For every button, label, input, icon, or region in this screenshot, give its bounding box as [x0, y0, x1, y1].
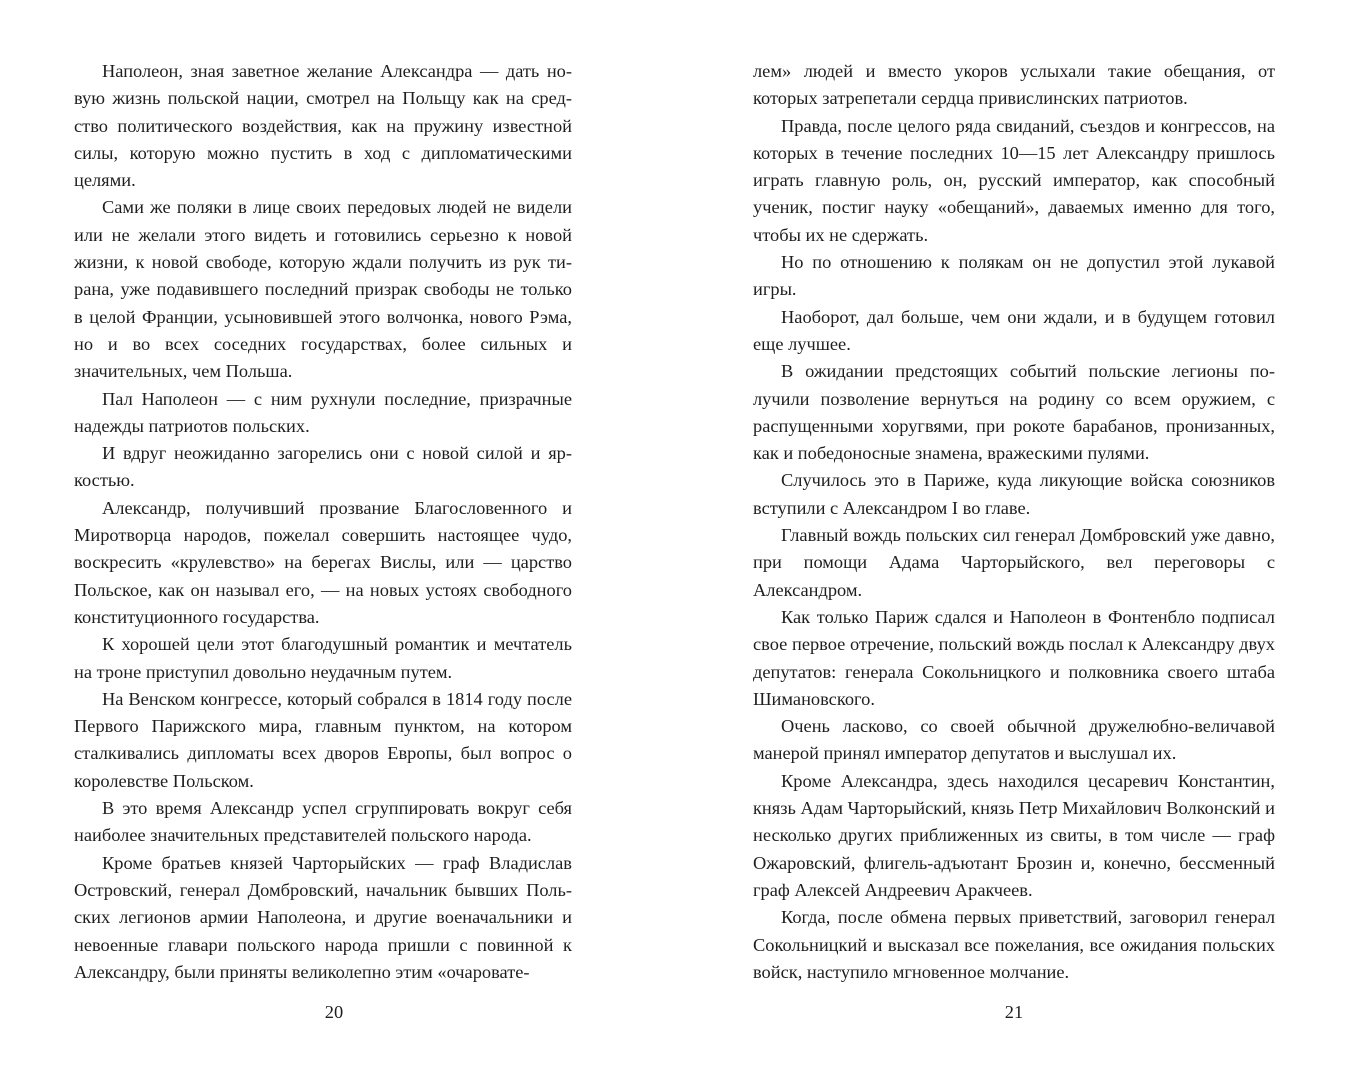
paragraph: Когда, после обмена первых приветствий, заговорил генерал Сокольницкий и высказал все пожелания, все ожидания польских войск, наступило мгновенное молчание.	[753, 907, 1275, 982]
paragraph: На Венском конгрессе, который собрался в 1814 году после Первого Парижского мира, главным пунктом, на котором сталкивались дипломаты всех дворов Европы, был вопрос о королевстве Польском.	[74, 688, 572, 791]
paragraph: Очень ласково, со своей обычной дружелюбно-величавой манерой принял император депутатов и выслушал их.	[753, 716, 1275, 764]
paragraph: лем» людей и вместо укоров услыхали такие обещания, от которых затрепетали сердца привислинских патриотов.	[753, 61, 1275, 109]
left-page	[74, 58, 572, 986]
paragraph: И вдруг неожиданно загорелись они с новой силой и яркостью.	[74, 443, 572, 491]
paragraph: В ожидании предстоящих событий польские легионы получили позволение вернуться на родину со всем оружием, с распущенными хоругвями, при рокоте барабанов, пронизанных, как и победоносные знамена, вражескими пулями.	[753, 361, 1275, 464]
right-page	[753, 58, 1275, 986]
paragraph: Пал Наполеон — с ним рухнули последние, призрачные надежды патриотов польских.	[74, 388, 572, 436]
page-number-right: 21	[1004, 1002, 1024, 1022]
paragraph: Случилось это в Париже, куда ликующие войска союзников вступили с Александром I во главе.	[753, 470, 1275, 518]
paragraph: Но по отношению к полякам он не допустил этой лукавой игры.	[753, 252, 1275, 300]
paragraph: Наоборот, дал больше, чем они ждали, и в будущем готовил еще лучшее.	[753, 306, 1275, 354]
paragraph: Наполеон, зная заветное желание Александра — дать новую жизнь польской нации, смотрел на Польщу как на средство политического воздействия, как на пружину известной силы, которую можно пустить в ход с дипломатическими целями.	[74, 61, 572, 191]
paragraph: Правда, после целого ряда свиданий, съездов и конгрессов, на которых в течение последних 10—15 лет Александру пришлось играть главную роль, он, русский император, как способный ученик, постиг науку «обещаний», даваемых именно для того, чтобы их не сдержать.	[753, 115, 1275, 245]
page-number-left: 20	[324, 1002, 344, 1022]
paragraph: Главный вождь польских сил генерал Домбровский уже давно, при помощи Адама Чарторыйского, вел переговоры с Александром.	[753, 525, 1275, 600]
paragraph: Сами же поляки в лице своих передовых людей не видели или не желали этого видеть и готовились серьезно к новой жизни, к новой свободе, которую ждали получить из рук тирана, уже подавившего последний призрак свободы не только в целой Франции, усыновившей этого волчонка, нового Рэма, но и во всех соседних государствах, более сильных и значительных, чем Польша.	[74, 197, 572, 382]
paragraph: В это время Александр успел сгруппировать вокруг себя наиболее значительных представителей польского народа.	[74, 798, 572, 846]
paragraph: К хорошей цели этот благодушный романтик и мечтатель на троне приступил довольно неудачным путем.	[74, 634, 572, 682]
paragraph: Кроме братьев князей Чарторыйских — граф Владислав Островский, генерал Домбровский, начальник бывших Польских легионов армии Наполеона, и другие военачальники и невоенные главари польского народа пришли с повинной к Александру, были приняты великолепно этим «очаровате-	[74, 852, 572, 982]
paragraph: Как только Париж сдался и Наполеон в Фонтенбло подписал свое первое отречение, польский вождь послал к Александру двух депутатов: генерала Сокольницкого и полковника своего штаба Шимановского.	[753, 606, 1275, 709]
paragraph: Александр, получивший прозвание Благословенного и Миротворца народов, пожелал совершить настоящее чудо, воскресить «крулевство» на берегах Вислы, или — царство Польское, как он называл его, — на новых устоях свободного конституционного государства.	[74, 497, 572, 627]
left-page-text	[74, 58, 572, 986]
right-page-text	[753, 58, 1275, 986]
paragraph: Кроме Александра, здесь находился цесаревич Константин, князь Адам Чарторыйский, князь Петр Михайлович Волконский и несколько других приближенных из свиты, в том числе — граф Ожаровский, флигель-адъютант Брозин и, конечно, бессменный граф Алексей Андреевич Аракчеев.	[753, 770, 1275, 900]
